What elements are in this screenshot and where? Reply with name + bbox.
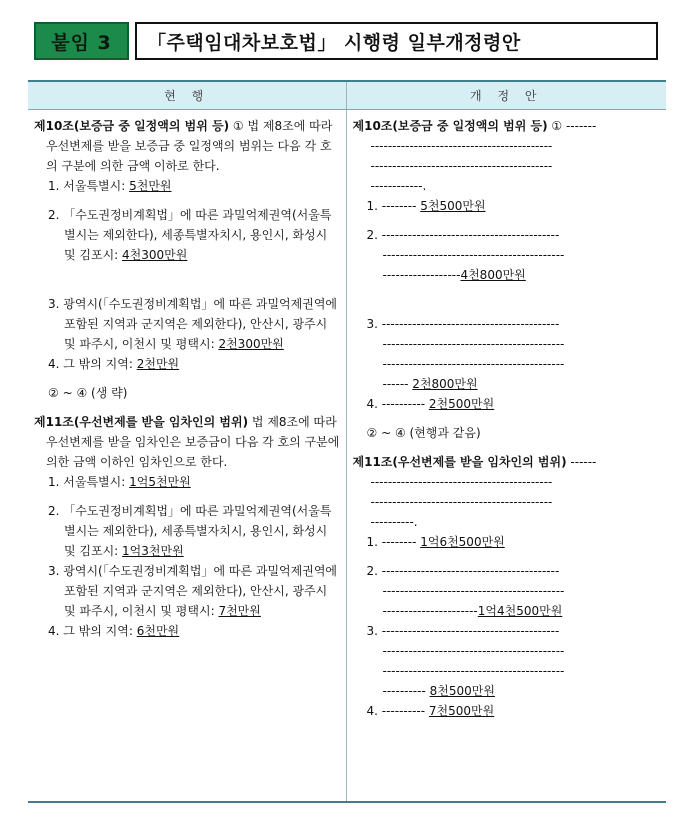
revised-art11-heading: 제11조(우선변제를 받을 임차인의 범위) <box>352 454 567 469</box>
current-art10-para <box>34 116 340 176</box>
current-art11-text: 법 제8조에 따라 우선변제를 받을 임차인은 보증금이 다음 각 호의 구분에 의한 금액 이하인 임차인으로 한다. <box>46 414 340 469</box>
dash-line: ------------------------------------------ <box>382 247 565 262</box>
amount: 4천800만원 <box>460 267 526 282</box>
dash-line <box>353 374 661 394</box>
revised-art10-omitted: ② ~ ④ (현행과 같음) <box>366 425 481 440</box>
document-title: 「주택임대차보호법」 시행령 일부개정령안 <box>135 22 658 60</box>
dash-line: ------------------------------------------ <box>382 583 565 598</box>
amount: 5천만원 <box>129 178 172 193</box>
attachment-badge: 붙임 3 <box>34 22 129 60</box>
current-art10-item4 <box>34 354 340 374</box>
dash-line: ------------------------------------------ <box>382 643 565 658</box>
revised-art11-item4 <box>353 701 661 721</box>
amount: 7천500만원 <box>428 703 495 718</box>
amount: 1억3천만원 <box>122 543 184 558</box>
item-text: 3. 광역시(「수도권정비계획법」에 따른 과밀억제권역에 포함된 지역과 군지역은 제외한다), 안산시, 광주시 및 파주시, 이천시 및 평택시: <box>48 563 338 618</box>
amount: 1억6천500만원 <box>420 534 505 549</box>
column-header-current: 현 행 <box>28 81 346 109</box>
dash-line: ------------------------------------------ <box>370 158 553 173</box>
dash-line: ----------. <box>370 514 418 529</box>
current-art11-item2 <box>34 501 340 561</box>
dash-line: ------------------------------------------ <box>370 474 553 489</box>
amount: 5천500만원 <box>420 198 486 213</box>
amount: 1억5천만원 <box>129 474 191 489</box>
dash-line: ------------------------------------------ <box>382 336 565 351</box>
current-art11-item1 <box>34 472 340 492</box>
dash-line: ------------------------------------------ <box>382 663 565 678</box>
column-header-revised: 개 정 안 <box>346 81 666 109</box>
item-text: 4. 그 밖의 지역: <box>48 356 137 371</box>
current-art10-item1 <box>34 176 340 196</box>
revised-art10-item1 <box>353 196 661 216</box>
dash-line: ------------------------------------------ <box>370 138 553 153</box>
current-art11-item4 <box>34 621 340 641</box>
item-text: 1. 서울특별시: <box>48 474 130 489</box>
amount: 1억4천500만원 <box>477 603 563 618</box>
item-text: 1. -------- <box>366 198 421 213</box>
item-text: 4. 그 밖의 지역: <box>48 623 137 638</box>
item-text: 1. -------- <box>366 534 421 549</box>
revised-art11-item2: 2. ----------------------------------------- <box>366 563 560 578</box>
item-text: ------ <box>382 376 413 391</box>
dash-line <box>353 601 661 621</box>
amount: 2천800만원 <box>412 376 478 391</box>
current-art11-item3 <box>34 561 340 621</box>
dash-line: ------------. <box>370 178 427 193</box>
amount: 2천500만원 <box>428 396 495 411</box>
item-text: 3. 광역시(「수도권정비계획법」에 따른 과밀억제권역에 포함된 지역과 군지역은 제외한다), 안산시, 광주시 및 파주시, 이천시 및 평택시: <box>48 296 338 351</box>
revised-art10-item2: 2. ----------------------------------------- <box>366 227 560 242</box>
amount: 2천300만원 <box>218 336 284 351</box>
revised-art10-heading: 제10조(보증금 중 일정액의 범위 등) <box>352 118 548 133</box>
item-text: ------------------ <box>382 267 461 282</box>
current-art10-heading: 제10조(보증금 중 일정액의 범위 등) <box>34 118 230 133</box>
amount: 7천만원 <box>218 603 261 618</box>
revised-art11-item3: 3. ----------------------------------------- <box>366 623 560 638</box>
amount: 8천500만원 <box>429 683 495 698</box>
item-text: 4. ---------- <box>366 703 429 718</box>
comparison-table <box>28 80 666 803</box>
current-art10-item3 <box>34 294 340 354</box>
revised-art10-item3: 3. ----------------------------------------- <box>366 316 560 331</box>
item-text: 2. 「수도권정비계획법」에 따른 과밀억제권역(서울특별시는 제외한다), 세종특별자치시, 용인시, 화성시 및 김포시: <box>48 503 332 558</box>
dash-line: ------------------------------------------ <box>382 356 565 371</box>
dash-line: ① ------- <box>547 118 597 133</box>
revised-art10-para <box>353 116 661 136</box>
dash-line <box>353 681 661 701</box>
amount: 2천만원 <box>136 356 180 371</box>
item-text: ---------- <box>382 683 430 698</box>
revised-column <box>346 109 666 802</box>
item-text: 1. 서울특별시: <box>48 178 130 193</box>
current-column <box>28 109 346 802</box>
dash-line: ------------------------------------------ <box>370 494 553 509</box>
current-art11-heading: 제11조(우선변제를 받을 임차인의 범위) <box>34 414 249 429</box>
amount: 6천만원 <box>136 623 180 638</box>
revised-art11-para <box>353 452 661 472</box>
dash-line <box>353 265 661 285</box>
current-art10-text: ① 법 제8조에 따라 우선변제를 받을 보증금 중 일정액의 범위는 다음 각 호의 구분에 의한 금액 이하로 한다. <box>46 118 333 173</box>
current-art11-para <box>34 412 340 472</box>
amount: 4천300만원 <box>122 247 188 262</box>
current-art10-item2 <box>34 205 340 265</box>
item-text: 4. ---------- <box>366 396 429 411</box>
dash-line: ------ <box>566 454 597 469</box>
current-art10-omitted: ② ~ ④ (생 략) <box>48 385 128 400</box>
title-row <box>34 22 658 60</box>
revised-art10-item4 <box>353 394 661 414</box>
item-text: ---------------------- <box>382 603 478 618</box>
item-text: 2. 「수도권정비계획법」에 따른 과밀억제권역(서울특별시는 제외한다), 세종특별자치시, 용인시, 화성시 및 김포시: <box>48 207 332 262</box>
revised-art11-item1 <box>353 532 661 552</box>
